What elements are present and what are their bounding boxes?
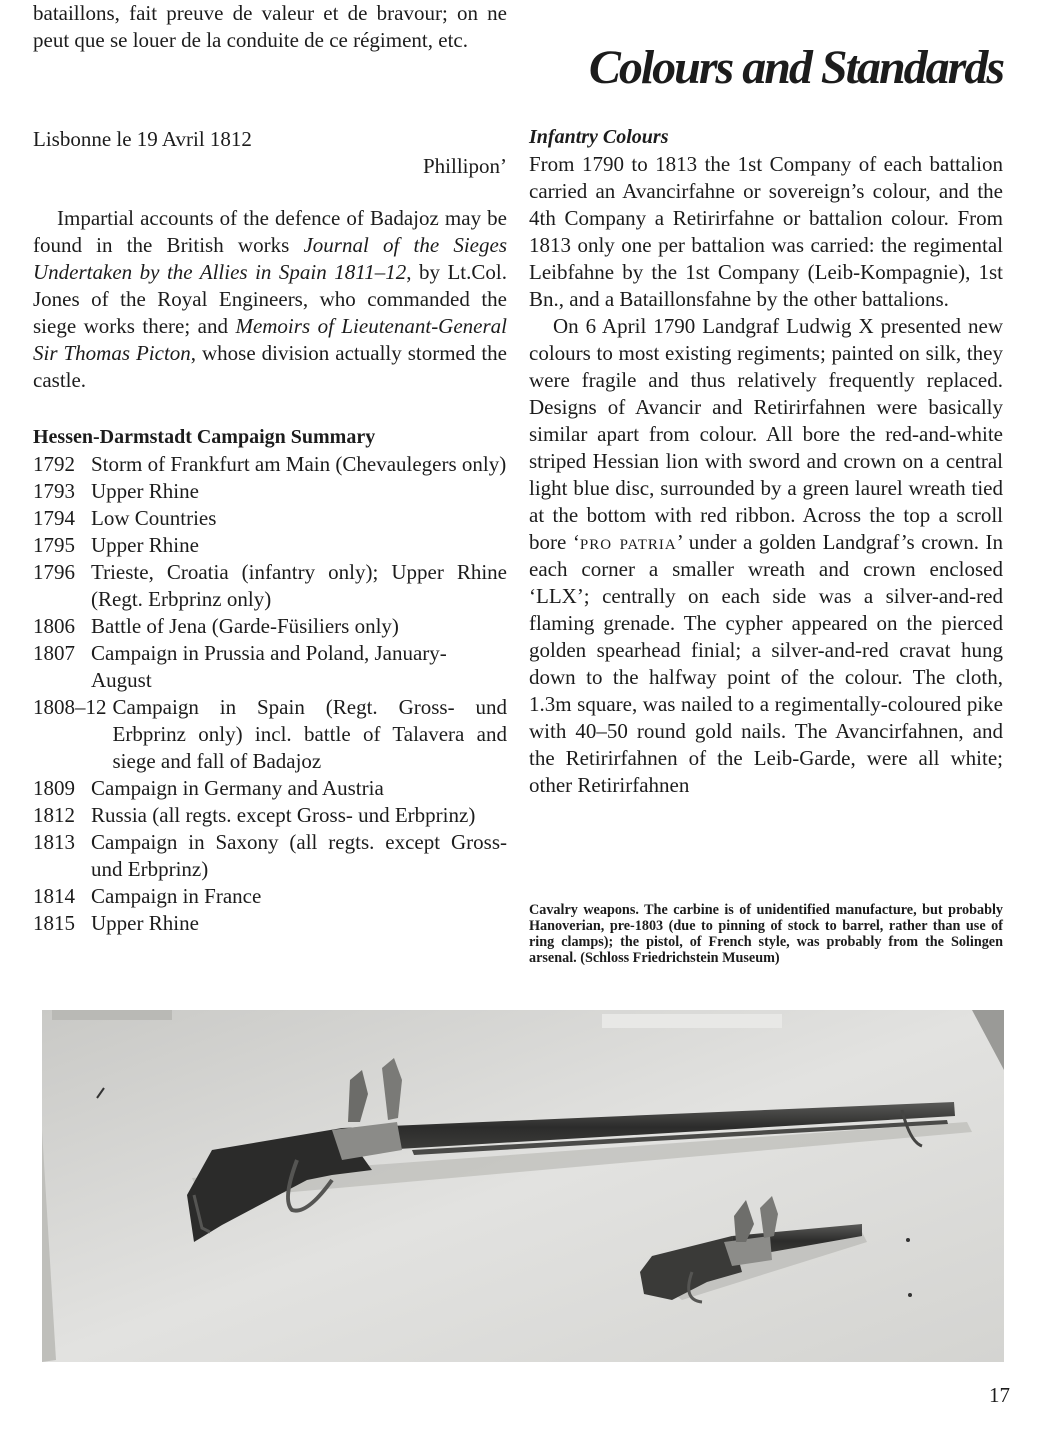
campaign-text: Upper Rhine xyxy=(91,911,199,935)
list-item xyxy=(33,694,507,775)
photo-caption: Cavalry weapons. The carbine is of unidentified manufacture, but probably Hanoverian, pre-1803 (due to pinning of stock to barrel, rather than use of ring clamps); the pistol, of French style, was probably from the Solingen arsenal. (Schloss Friedrichstein Museum) xyxy=(529,902,1003,966)
page-number: 17 xyxy=(989,1383,1010,1407)
campaign-year: 1807 xyxy=(33,641,75,665)
subsection-title: Infantry Colours xyxy=(529,126,669,148)
colours-paragraph-2 xyxy=(529,313,1003,799)
campaign-text: Campaign in Spain (Regt. Gross- und Erbprinz only) incl. battle of Talavera and siege and fall of Badajoz xyxy=(112,695,507,773)
list-item xyxy=(33,613,507,640)
campaign-text: Campaign in Prussia and Poland, January-August xyxy=(91,641,447,692)
campaign-year: 1815 xyxy=(33,911,75,935)
colours-text-a: On 6 April 1790 Landgraf Ludwig X presented new colours to most existing regiments; painted on silk, they were fragile and thus relatively frequently replaced. Designs of Avancir and Retirirfahnen were basically similar apart from colour. All bore the red-and-white striped Hessian lion with sword and crown on a central light blue disc, surrounded by a green laurel wreath tied at the bottom with red ribbon. Across the top a scroll bore ‘ xyxy=(529,314,1003,554)
campaign-text: Campaign in Saxony (all regts. except Gross- und Erbprinz) xyxy=(91,830,507,881)
campaign-year: 1796 xyxy=(33,560,75,584)
accounts-text-1: Impartial accounts of the defence of Badajoz may be found in the British works xyxy=(33,206,507,257)
campaign-year: 1814 xyxy=(33,884,75,908)
carbine-and-pistol-illustration xyxy=(42,1010,1004,1362)
campaign-year: 1794 xyxy=(33,506,75,530)
tag-shape xyxy=(52,1010,172,1020)
colours-text-b: ’ under a golden Landgraf’s crown. In each corner a smaller wreath and crown enclosed ‘LLX’; centrally on each side was a silver-and-red flaming grenade. The cypher appeared on the pierced golden spearhead finial; a silver-and-red cravat hung down to the halfway point of the colour. The cloth, 1.3m square, was nailed to a regimentally-coloured pike with 40–50 round gold nails. The Avancirfahnen, and the Retirirfahnen of the Leib-Garde, were all white; other Retirirfahnen xyxy=(529,530,1004,797)
list-item xyxy=(33,559,507,613)
campaign-year: 1812 xyxy=(33,803,75,827)
list-item xyxy=(33,910,507,937)
campaign-text: Low Countries xyxy=(91,506,217,530)
colours-paragraph-1: From 1790 to 1813 the 1st Company of each battalion carried an Avancirfahne or sovereign’s colour, and the 4th Company a Retirirfahne or battalion colour. From 1813 only one per battalion was carried: the regimental Leibfahne by the 1st Company (Leib-Kompagnie), 1st Bn., and a Bataillonsfahne by the other battalions. xyxy=(529,152,1003,311)
weapons-photo xyxy=(42,1010,1004,1362)
campaign-year: 1792 xyxy=(33,452,75,476)
colours-body xyxy=(529,151,1003,799)
accounts-text-3: , whose division actually stormed the castle. xyxy=(33,341,507,392)
campaign-year: 1793 xyxy=(33,479,75,503)
left-column xyxy=(33,0,507,935)
letter-signature: Phillipon’ xyxy=(422,154,507,178)
campaign-text: Storm of Frankfurt am Main (Chevaulegers only) xyxy=(91,452,507,476)
letter-date: Lisbonne le 19 Avril 1812 xyxy=(33,127,252,151)
list-item xyxy=(33,802,507,829)
campaign-year: 1808–12 xyxy=(33,695,107,719)
list-item xyxy=(33,640,507,694)
campaign-year: 1813 xyxy=(33,830,75,854)
list-item xyxy=(33,775,507,802)
campaign-text: Campaign in Germany and Austria xyxy=(91,776,384,800)
list-item xyxy=(33,829,507,883)
tag-shape xyxy=(602,1014,782,1028)
campaign-text: Trieste, Croatia (infantry only); Upper Rhine (Regt. Erbprinz only) xyxy=(91,560,507,611)
campaign-text: Russia (all regts. except Gross- und Erbprinz) xyxy=(91,803,476,827)
campaign-text: Upper Rhine xyxy=(91,533,199,557)
motto-text: pro patria xyxy=(579,530,677,554)
campaign-text: Upper Rhine xyxy=(91,479,199,503)
letter-closing xyxy=(33,126,507,180)
campaign-summary-title: Hessen-Darmstadt Campaign Summary xyxy=(33,426,376,448)
section-title: Colours and Standards xyxy=(588,41,1003,94)
list-item xyxy=(33,505,507,532)
campaign-text: Battle of Jena (Garde-Füsiliers only) xyxy=(91,614,399,638)
letter-continuation: bataillons, fait preuve de valeur et de bravour; on ne peut que se louer de la conduite de ce régiment, etc. xyxy=(33,1,507,52)
campaign-year: 1806 xyxy=(33,614,75,638)
campaign-text: Campaign in France xyxy=(91,884,262,908)
accounts-work-title-2: Memoirs of Lieutenant-General Sir Thomas Picton xyxy=(33,314,507,365)
accounts-paragraph xyxy=(33,205,507,394)
list-item xyxy=(33,451,507,478)
campaign-year: 1809 xyxy=(33,776,75,800)
list-item xyxy=(33,883,507,910)
accounts-work-title-1: Journal of the Sieges Undertaken by the Allies in Spain 1811–12 xyxy=(33,233,507,284)
campaign-year: 1795 xyxy=(33,533,75,557)
accounts-text-2: , by Lt.Col. Jones of the Royal Engineers, who commanded the siege works there; and xyxy=(33,260,507,338)
list-item xyxy=(33,532,507,559)
campaign-list xyxy=(33,451,507,937)
list-item xyxy=(33,478,507,505)
